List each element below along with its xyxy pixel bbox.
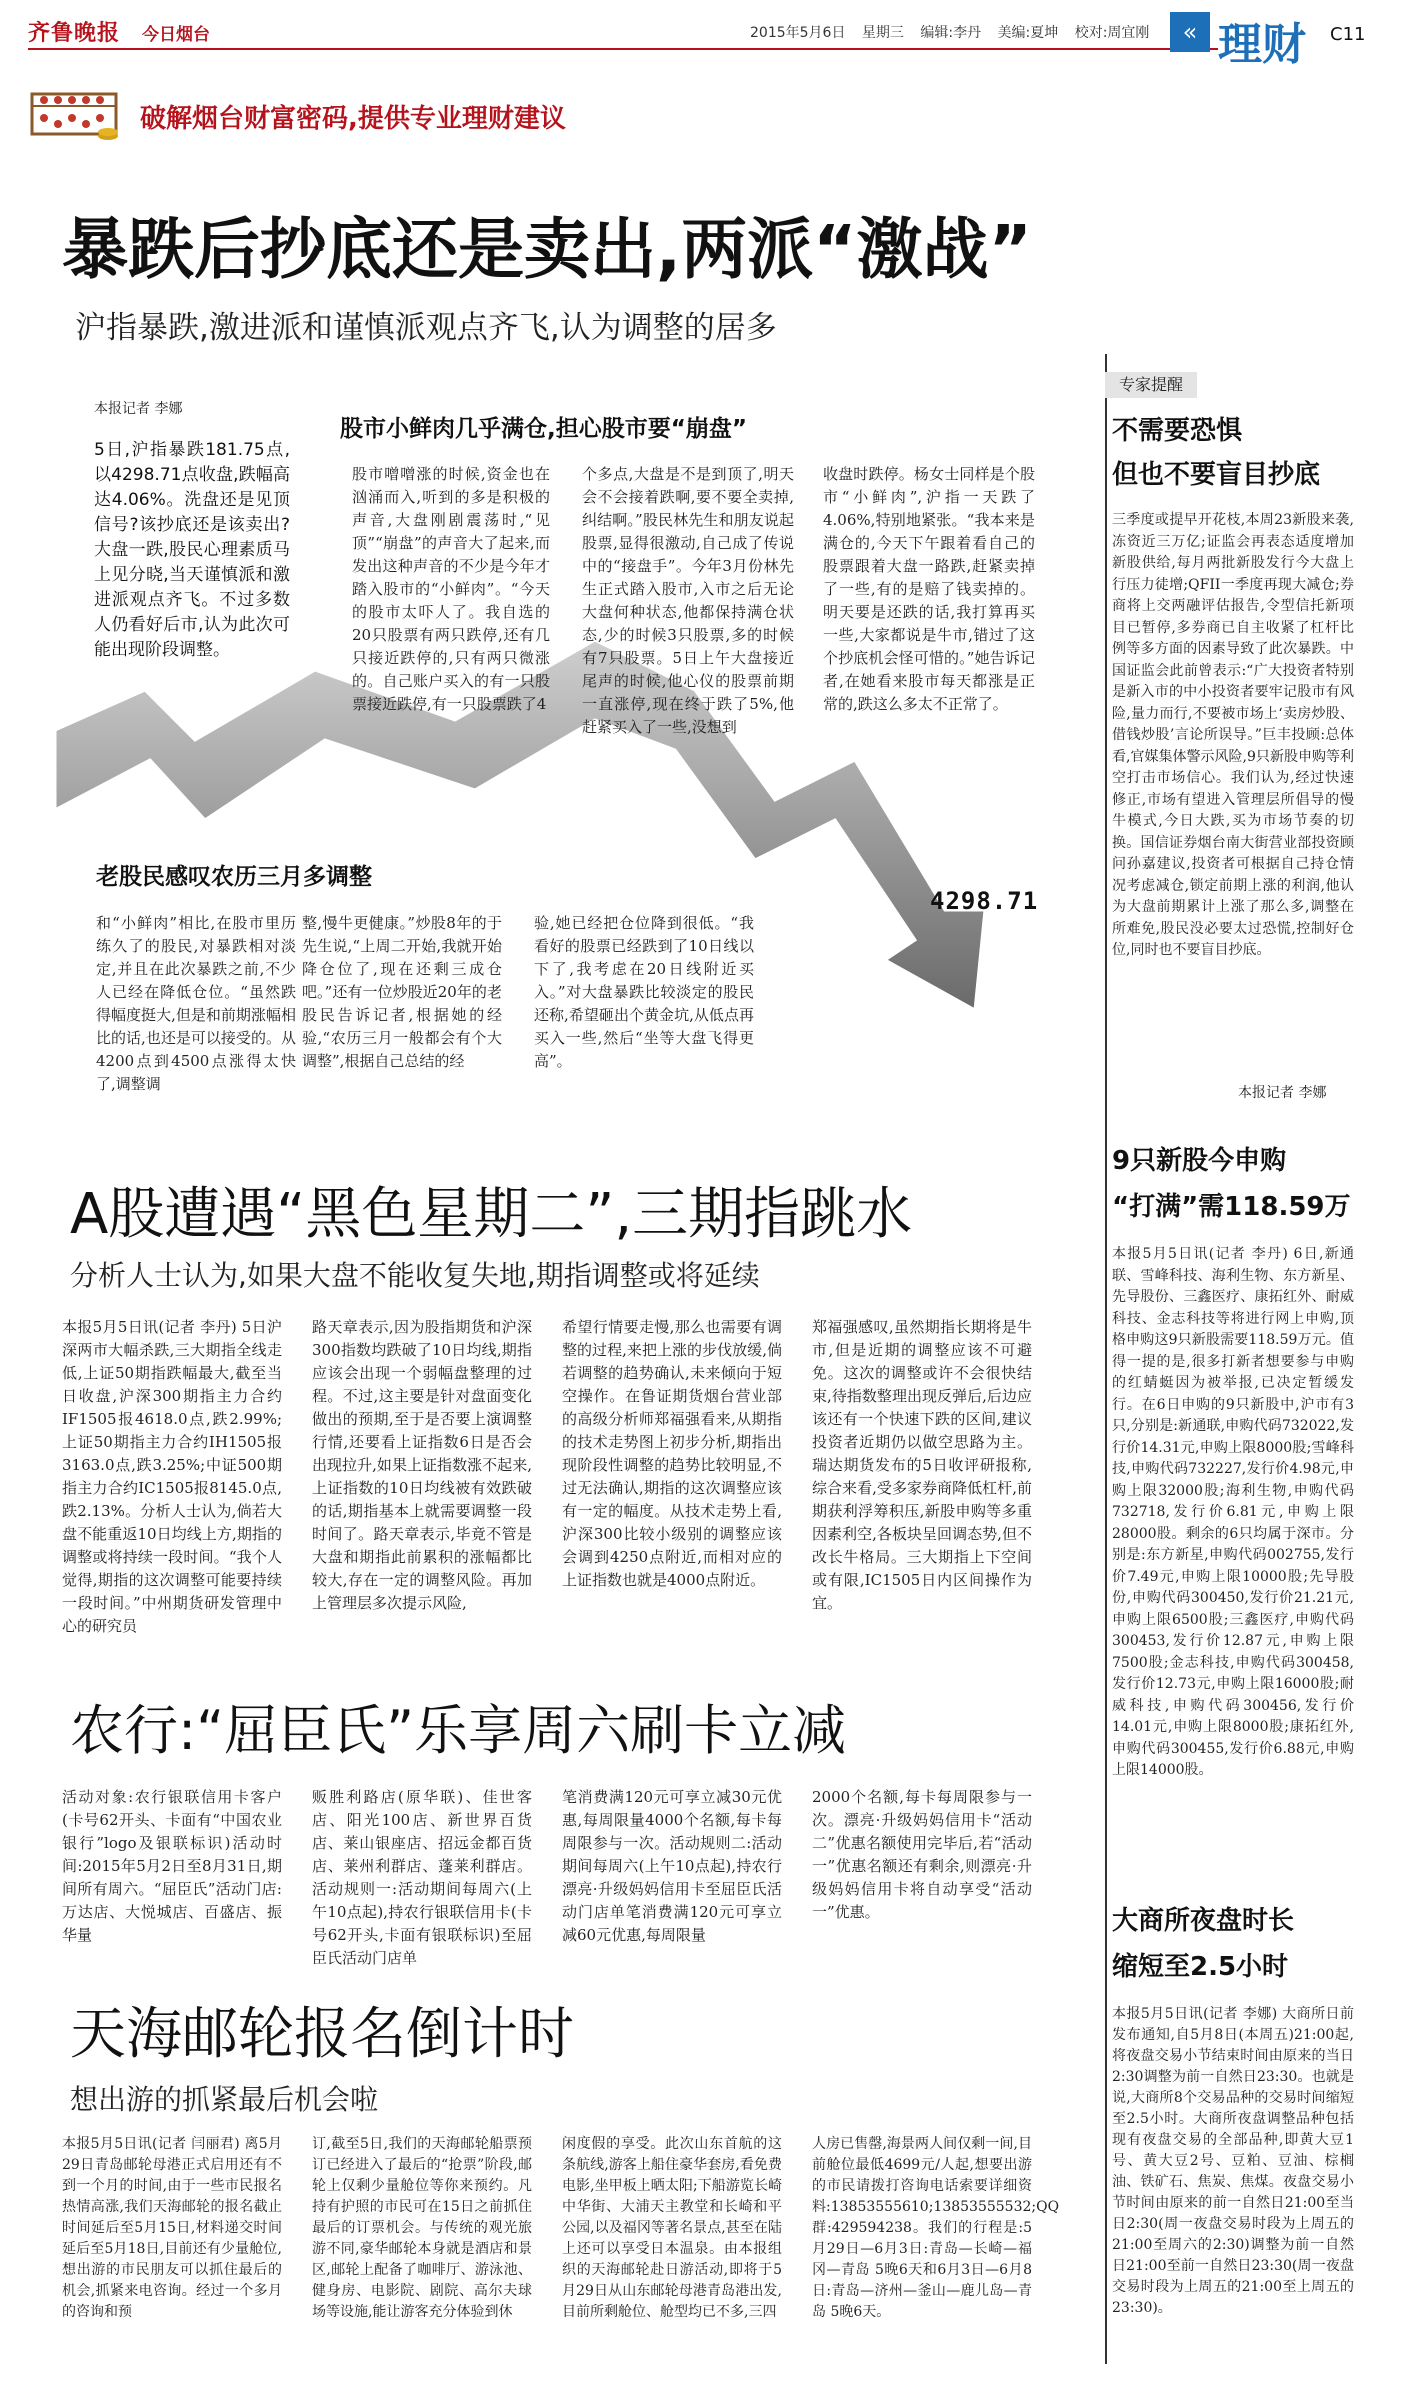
story1-s1-col2: 个多点,大盘是不是到顶了,明天会不会接着跌啊,要不要全卖掉,纠结啊。”股民林先生和朋友说起股票,显得很激动,自己成了传说中的“接盘手”。今年3月份林先生正式踏入股市,入市之后无论大盘何种状态,他都保持满仓状态,少的时候3只股票,多的时候有7只股票。5日上午大盘接近尾声的时候,他心仪的股票前期一直涨停,现在终于跌了5%,他赶紧买入了一些,没想到 bbox=[582, 465, 794, 736]
story1-s1-col1: 股市噌噌涨的时候,资金也在汹涌而入,听到的多是积极的声音,大盘刚剧震荡时,“见顶”“崩盘”的声音大了起来,而发出这种声音的不少是今年才踏入股市的“小鲜肉”。“今天的股市太吓人了。我自选的20只股票有两只跌停,还有几只接近跌停的,只有两只微涨的。自己账户买入的有一只股票接近跌停,有一只股票跌了4 bbox=[352, 465, 550, 713]
sidebar3-title-1: 大商所夜盘时长 bbox=[1112, 1906, 1295, 1936]
index-close-value: 4298.71 bbox=[930, 887, 1039, 915]
story1-s2-col1: 和“小鲜肉”相比,在股市里历练久了的股民,对暴跌相对淡定,并且在此次暴跌之前,不少人已经在降低仓位。“虽然跌得幅度挺大,但是和前期涨幅相比的话,也还是可以接受的。从4200点到4500点涨得太快了,调整调 bbox=[96, 914, 296, 1093]
story3-col4: 2000个名额,每卡每周限参与一次。漂亮·升级妈妈信用卡“活动二”优惠名额使用完毕后,若“活动一”优惠名额还有剩余,则漂亮·升级妈妈信用卡将自动享受“活动一”优惠。 bbox=[812, 1788, 1032, 1921]
story1-s2-col2: 整,慢牛更健康。”炒股8年的于先生说,“上周二开始,我就开始降仓位了,现在还剩三成仓吧。”还有一位炒股近20年的老股民告诉记者,根据她的经验,“农历三月一般都会有个大调整”,根据自己总结的经 bbox=[302, 914, 502, 1070]
story2-col1: 本报5月5日讯(记者 李丹) 5日沪深两市大幅杀跌,三大期指全线走低,上证50期指跌幅最大,截至当日收盘,沪深300期指主力合约IF1505报4618.0点,跌2.99%;上证50期指主力合约IH1505报3163.0点,跌3.25%;中证500期指主力合约IC1505报8145.0点,跌2.13%。分析人士认为,倘若大盘不能重返10日均线上方,期指的调整或将持续一段时间。“我个人觉得,期指的这次调整可能要持续一段时间。”中州期货研发管理中心的研究员 bbox=[62, 1318, 282, 1635]
story1-headline: 暴跌后抄底还是卖出,两派“激战” bbox=[62, 211, 1032, 288]
sidebar1-title-2: 但也不要盲目抄底 bbox=[1112, 460, 1321, 490]
issue-weekday: 星期三 bbox=[861, 25, 904, 41]
story3-col2: 贩胜利路店(原华联)、佳世客店、阳光100店、新世界百货店、莱山银座店、招远金都百货店、莱州利群店、蓬莱利群店。活动规则一:活动期间每周六(上午10点起),持农行银联信用卡(卡号62开头,卡面有银联标识)至屈臣氏活动门店单 bbox=[312, 1788, 532, 1967]
issue-meta bbox=[750, 22, 1161, 42]
sidebar2-text: 本报5月5日讯(记者 李丹) 6日,新通联、雪峰科技、海利生物、东方新星、先导股份、三鑫医疗、康拓红外、耐威科技、金志科技等将进行网上申购,顶格申购这9只新股需要118.59万元。值得一提的是,很多打新者想要参与申购的红蜻蜓因为被举报,已决定暂缓发行。在6日申购的9只新股中,沪市有3只,分别是:新通联,申购代码732022,发行价14.31元,申购上限8000股;雪峰科技,申购代码732227,发行价4.98元,申购上限32000股;海利生物,申购代码732718,发行价6.81元,申购上限28000股。剩余的6只均属于深市。分别是:东方新星,申购代码002755,发行价7.49元,申购上限10000股;先导股份,申购代码300450,发行价21.21元,申购上限6500股;三鑫医疗,申购代码300453,发行价12.87元,申购上限7500股;金志科技,申购代码300458,发行价12.73元,申购上限16000股;耐威科技,申购代码300456,发行价14.01元,申购上限8000股;康拓红外,申购代码300455,发行价6.88元,申购上限14000股。 bbox=[1112, 1246, 1354, 1778]
story3-headline: 农行:“屈臣氏”乐享周六刷卡立减 bbox=[70, 1699, 847, 1762]
story1-s1-col3: 收盘时跌停。杨女士同样是个股市“小鲜肉”,沪指一天跌了4.06%,特别地紧张。“我本来是满仓的,今天下午跟着看自己的股票跟着大盘一路跌,赶紧卖掉了一些,有的是赔了钱卖掉的。明天要是还跌的话,我打算再买一些,大家都说是牛市,错过了这个抄底机会怪可惜的。”她告诉记者,在她看来股市每天都涨是正常的,跌这么多太不正常了。 bbox=[823, 465, 1035, 713]
story4-col4: 人房已售罄,海景两人间仅剩一间,目前舱位最低4699元/人起,想要出游的市民请拨打咨询电话索要详细资料:13853555610;13853555532;QQ群:429594238。我们的行程是:5月29日—6月3日:青岛—长崎—福冈—青岛 5晚6天和6月3日—6月8日:青岛—济州—釜山—鹿儿岛—青岛 5晚6天。 bbox=[812, 2136, 1060, 2320]
story2-col2: 路天章表示,因为股指期货和沪深300指数均跌破了10日均线,期指应该会出现一个弱幅盘整理的过程。不过,这主要是针对盘面变化做出的预期,至于是否要上演调整行情,还要看上证指数6日是否会出现拉升,如果上证指数涨不起来,上证指数的10日均线被有效跌破的话,期指基本上就需要调整一段时间了。路天章表示,毕竟不管是大盘和期指此前累积的涨幅都比较大,存在一定的调整风险。再加上管理层多次提示风险, bbox=[312, 1318, 532, 1612]
story4-col3: 闲度假的享受。此次山东首航的这条航线,游客上船住豪华套房,看免费电影,坐甲板上晒太阳;下船游览长崎中华街、大浦天主教堂和长崎和平公园,以及福冈等著名景点,甚至在陆上还可以享受日本温泉。由本报组织的天海邮轮赴日游活动,即将于5月29日从山东邮轮母港青岛港出发,目前所剩舱位、舱型均已不多,三四 bbox=[562, 2136, 782, 2320]
sidebar1-text: 三季度或提早开花枝,本周23新股来袭,冻资近三万亿;证监会再表态适度增加新股供给,每月两批新股发行今大盘上行压力徒增;QFII一季度再现大减仓;券商将上交两融评估报告,令型信托新项目已暂停,多券商已自主收紧了杠杆比例等多方面的因素导致了此次暴跌。中国证监会此前曾表示:“广大投资者特别是新入市的中小投资者要牢记股市有风险,量力而行,不要被市场上‘卖房炒股、借钱炒股’言论所误导。”巨丰投顾:总体看,官媒集体警示风险,9只新股申购等利空打击市场信心。我们认为,经过快速修正,市场有望进入管理层所倡导的慢牛模式,今日大跌,买为市场节奏的切换。国信证券烟台南大街营业部投资顾问孙嘉建议,投资者可根据自己持仓情况考虑减仓,锁定前期上涨的利润,他认为大盘前期累计上涨了那么多,调整在所难免,股民没必要太过恐慌,控制好仓位,同时也不要盲目抄底。 bbox=[1112, 512, 1354, 958]
section-slogan: 破解烟台财富密码,提供专业理财建议 bbox=[140, 104, 566, 134]
story4-subhead: 想出游的抓紧最后机会啦 bbox=[70, 2083, 379, 2116]
story2-subhead: 分析人士认为,如果大盘不能收复失地,期指调整或将延续 bbox=[70, 1259, 760, 1292]
sidebar3-title-2: 缩短至2.5小时 bbox=[1112, 1952, 1289, 1982]
finance-label: 理财 bbox=[1218, 19, 1306, 70]
abacus-coins-icon bbox=[28, 84, 120, 144]
story4-col2: 订,截至5日,我们的天海邮轮船票预订已经进入了最后的“抢票”阶段,邮轮上仅剩少量舱位等你来预约。凡持有护照的市民可在15日之前抓住最后的订票机会。与传统的观光旅游不同,豪华邮轮本身就是酒店和景区,邮轮上配备了咖啡厅、游泳池、健身房、电影院、剧院、高尔夫球场等设施,能让游客充分体验到休 bbox=[312, 2136, 532, 2320]
sidebar1-title-1: 不需要恐惧 bbox=[1112, 416, 1243, 446]
newspaper-brand: 齐鲁晚报 bbox=[28, 20, 121, 46]
proofreader-credit: 校对:周宜刚 bbox=[1074, 25, 1150, 41]
sidebar2-title-2: “打满”需118.59万 bbox=[1112, 1192, 1351, 1222]
designer-credit: 美编:夏坤 bbox=[997, 25, 1059, 41]
story1-lead: 5日,沪指暴跌181.75点,以4298.71点收盘,跌幅高达4.06%。洗盘还是见顶信号?该抄底还是该卖出?大盘一跌,股民心理素质马上见分晓,当天谨慎派和激进派观点齐飞。不过多数人仍看好后市,认为此次可能出现阶段调整。 bbox=[94, 440, 290, 660]
story1-byline: 本报记者 李娜 bbox=[94, 401, 183, 417]
story2-col3: 希望行情要走慢,那么也需要有调整的过程,来把上涨的步伐放缓,倘若调整的趋势确认,未来倾向于短空操作。在鲁证期货烟台营业部的高级分析师郑福强看来,从期指的技术走势图上初步分析,期指出现阶段性调整的趋势比较明显,不过无法确认,期指的这次调整应该有一定的幅度。从技术走势上看,沪深300比较小级别的调整应该会调到4250点附近,而相对应的上证指数也就是4000点附近。 bbox=[562, 1318, 782, 1589]
finance-section-tag bbox=[1170, 6, 1370, 70]
sidebar-divider bbox=[1105, 354, 1107, 2364]
section-name: 今日烟台 bbox=[142, 25, 210, 45]
story2-headline: A股遭遇“黑色星期二”,三期指跳水 bbox=[70, 1182, 913, 1247]
story2-col4: 郑福强感叹,虽然期指长期将是牛市,但是近期的调整应该不可避免。这次的调整或许不会很快结束,待指数整理出现反弹后,后边应该还有一个快速下跌的区间,建议投资者近期仍以做空思路为主。瑞达期货发布的5日收评研报称,综合来看,受多家券商降低杠杆,前期获利浮筹积压,新股申购等多重因素利空,各板块呈回调态势,但不改长牛格局。三大期指上下空间或有限,IC1505日内区间操作为宜。 bbox=[812, 1318, 1032, 1612]
story1-section1-title: 股市小鲜肉几乎满仓,担心股市要“崩盘” bbox=[340, 416, 747, 442]
story3-col3: 笔消费满120元可享立减30元优惠,每周限量4000个名额,每卡每周限参与一次。活动规则二:活动期间每周六(上午10点起),持农行漂亮·升级妈妈信用卡至屈臣氏活动门店单笔消费满120元可享立减60元优惠,每周限量 bbox=[562, 1788, 782, 1944]
story4-col1: 本报5月5日讯(记者 闫丽君) 离5月29日青岛邮轮母港正式启用还有不到一个月的时间,由于一些市民报名热情高涨,我们天海邮轮的报名截止时间延后至5月15日,材料递交时间延后至5月18日,目前还有少量舱位,想出游的市民朋友可以抓住最后的机会,抓紧来电咨询。经过一个多月的咨询和预 bbox=[62, 2136, 282, 2320]
page-number: C11 bbox=[1330, 24, 1366, 45]
masthead-rule bbox=[28, 48, 1218, 50]
story4-headline: 天海邮轮报名倒计时 bbox=[70, 2002, 574, 2067]
story1-subhead: 沪指暴跌,激进派和谨慎派观点齐飞,认为调整的居多 bbox=[75, 310, 777, 346]
expert-tip-label: 专家提醒 bbox=[1105, 372, 1197, 398]
issue-date: 2015年5月6日 bbox=[750, 25, 846, 41]
double-chevron-icon: « bbox=[1170, 12, 1210, 52]
sidebar2-title-1: 9只新股今申购 bbox=[1112, 1146, 1287, 1176]
editor-credit: 编辑:李丹 bbox=[920, 25, 982, 41]
story1-s2-col3: 验,她已经把仓位降到很低。“我看好的股票已经跌到了10日线以下了,我考虑在20日线附近买入。”对大盘暴跌比较淡定的股民还称,希望砸出个黄金坑,从低点再买入一些,然后“坐等大盘飞得更高”。 bbox=[534, 914, 754, 1070]
sidebar3-text: 本报5月5日讯(记者 李娜) 大商所日前发布通知,自5月8日(本周五)21:00起,将夜盘交易小节结束时间由原来的当日2:30调整为前一自然日23:30。也就是说,大商所8个交易品种的交易时间缩短至2.5小时。大商所夜盘调整品种包括现有夜盘交易的全部品种,即黄大豆1号、黄大豆2号、豆粕、豆油、棕榈油、铁矿石、焦炭、焦煤。夜盘交易小节时间由原来的前一自然日21:00至当日2:30(周一夜盘交易时段为上周五的21:00至周六的2:30)调整为前一自然日21:00至前一自然日23:30(周一夜盘交易时段为上周五的21:00至上周五的23:30)。 bbox=[1112, 2006, 1354, 2316]
story3-col1: 活动对象:农行银联信用卡客户(卡号62开头、卡面有“中国农业银行”logo及银联标识)活动时间:2015年5月2日至8月31日,期间所有周六。“屈臣氏”活动门店:万达店、大悦城店、百盛店、振华量 bbox=[62, 1788, 282, 1944]
sidebar1-byline: 本报记者 李娜 bbox=[1238, 1085, 1327, 1101]
story1-section2-title: 老股民感叹农历三月多调整 bbox=[96, 864, 372, 890]
